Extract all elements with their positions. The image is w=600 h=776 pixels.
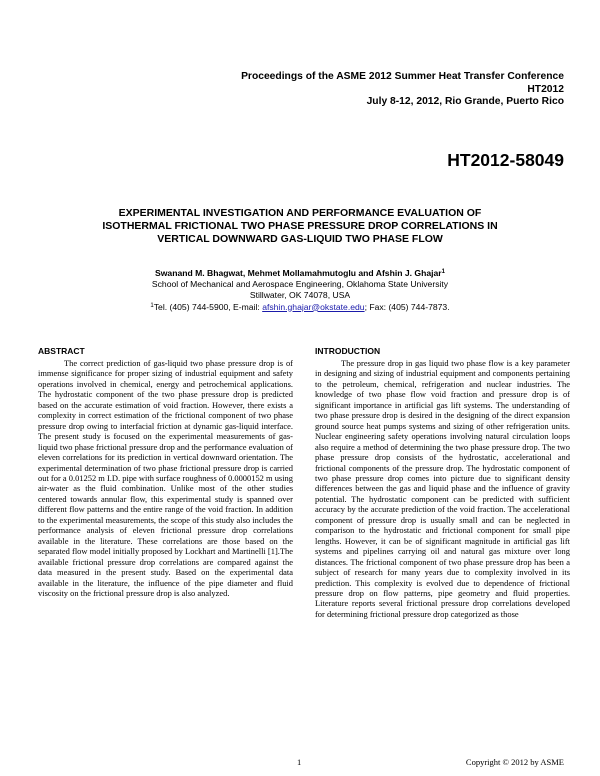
abstract-section (38, 346, 293, 598)
address: Stillwater, OK 74078, USA (249, 290, 351, 301)
conference-code: HT2012 (527, 83, 564, 95)
conference-date-location: July 8-12, 2012, Rio Grande, Puerto Rico (366, 96, 564, 108)
author-names-text: Swanand M. Bhagwat, Mehmet Mollamahmutoglu and Afshin J. Ghajar (155, 268, 442, 278)
email-link[interactable]: afshin.ghajar@okstate.edu (262, 301, 365, 312)
author-block (60, 268, 540, 313)
paper-title (60, 207, 540, 246)
introduction-heading: INTRODUCTION (315, 346, 381, 356)
abstract-text: The correct prediction of gas-liquid two phase pressure drop is of immense significance for proper sizing of industrial equipment and safety operations involved in chemical, energy and petrochemical applications. The hydrostatic component of the two phase pressure drop is predicted based on the accurate estimation of void fraction. However, there exists a complexity in correct estimation of the frictional component of two phase pressure drop owing to interfacial friction at dynamic gas-liquid interface. The present study is focused on the experimental measurements of gas-liquid two phase frictional pressure drop and the performance evaluation of eleven correlations for its prediction in vertical downward orientation. The experimental determination of two phase frictional pressure drop is carried out for a 0.01252 m I.D. pipe with surface roughness of 0.0000152 m using air-water as the fluid combination. Unlike most of the other studies centered towards annular flow, this experimental study is spanned over different flow patterns and the entire range of the void fraction. In addition to the experimental measurements, the scope of this study also includes the performance analysis of eleven frictional pressure drop correlations available in the literature. These correlations are those based on the separated flow model initially proposed by Lockhart and Martinelli [1].The available frictional pressure drop correlations are compared against the data measured in the present study. Based on the experimental data available in the literature, the influence of the pipe diameter and fluid viscosity on the frictional pressure drop is also analyzed. (38, 358, 293, 598)
affiliation: School of Mechanical and Aerospace Engineering, Oklahoma State University (151, 279, 449, 290)
title-line: EXPERIMENTAL INVESTIGATION AND PERFORMANCE EVALUATION OF (118, 207, 482, 219)
paper-id: HT2012-58049 (447, 150, 564, 170)
title-line: VERTICAL DOWNWARD GAS-LIQUID TWO PHASE FLOW (157, 233, 443, 245)
contact-prefix: Tel. (405) 744-5900, E-mail: (153, 301, 263, 312)
title-line: ISOTHERMAL FRICTIONAL TWO PHASE PRESSURE DROP CORRELATIONS IN (102, 220, 498, 232)
copyright: Copyright © 2012 by ASME (465, 757, 564, 767)
author-names (60, 268, 540, 279)
abstract-heading: ABSTRACT (38, 346, 85, 356)
page-number: 1 (297, 757, 302, 767)
introduction-section (315, 346, 570, 619)
contact-superscript: 1 (150, 302, 154, 309)
conference-name: Proceedings of the ASME 2012 Summer Heat Transfer Conference (241, 71, 564, 82)
contact-suffix: ; Fax: (405) 744-7873. (364, 301, 450, 312)
author-superscript: 1 (441, 269, 445, 275)
contact-line (60, 302, 540, 313)
introduction-text: The pressure drop in gas liquid two phase flow is a key parameter in designing and sizing of industrial equipment and components pertaining to the petroleum, chemical, refrigeration and nuclear industries. The knowledge of two phase flow void fraction and pressure drop is of significant importance in artificial gas lift systems. The understanding of two phase pressure drop is desired in the designing of the direct expansion ground source heat pumps systems and sizing of other refrigeration units. Nuclear engineering safety operations involving natural circulation loops also require a method of determining the two phase pressure drop. The two phase pressure drop consists of the hydrostatic, accelerational and frictional components of the pressure drop. The hydrostatic component of two phase pressure drop comes into picture due to significant density differences between the gas and liquid phase and the influence of gravity potential. The hydrostatic component can be predicted with sufficient accuracy by the accurate prediction of the void fraction. The accelerational component of pressure drop is usually small and can be neglected in comparison to the hydrostatic and frictional component for small pipe lengths. However, it can be of significant magnitude in artificial gas lift systems and pipelines carrying oil and natural gas mixture over long distances. The frictional component of two phase pressure drop has been a subject of research for many years due to complexity involved in its prediction. This complexity is evolved due to dependence of frictional pressure drop on flow patterns, pipe geometry and fluid properties. Literature reports several frictional pressure drop correlations developed for determining frictional pressure drop categorized as those (315, 358, 570, 619)
